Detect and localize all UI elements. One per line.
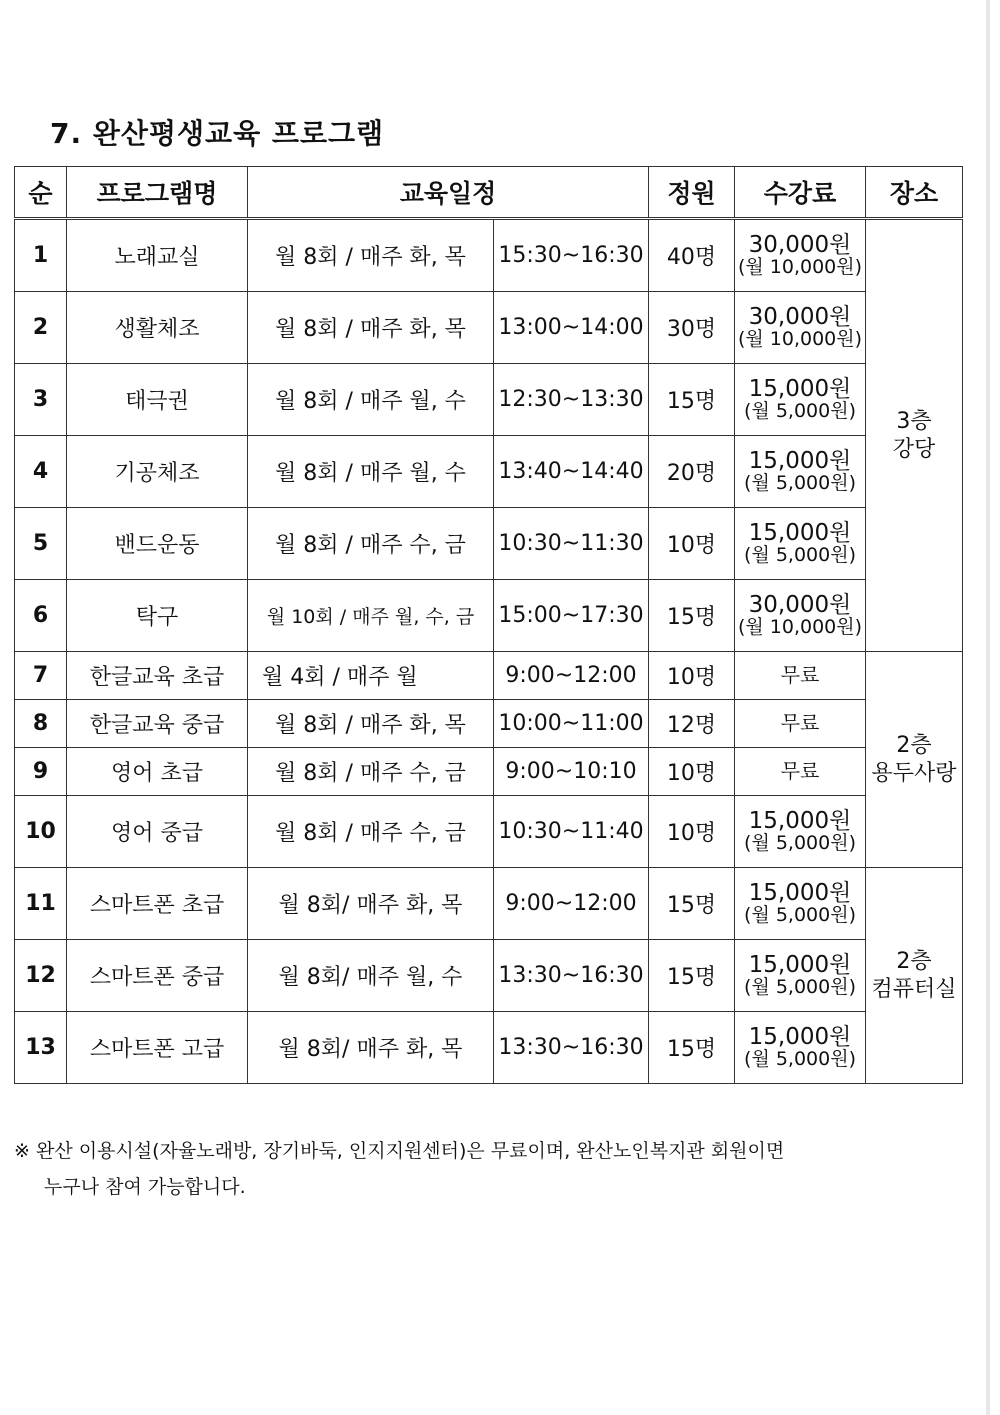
fee-cell: [735, 364, 866, 436]
fee: 무료: [780, 759, 820, 783]
capacity: 10명: [649, 748, 735, 796]
program-name: 영어 중급: [67, 796, 248, 868]
table-row: [15, 796, 963, 868]
header-fee: 수강료: [735, 167, 866, 219]
schedule-time: 9:00~10:10: [494, 748, 649, 796]
fee: 15,000원: [748, 1024, 852, 1051]
schedule-days: 월 8회/ 매주 화, 목: [248, 868, 494, 940]
schedule-time: 15:30~16:30: [494, 219, 649, 292]
program-name: 스마트폰 중급: [67, 940, 248, 1012]
capacity: 20명: [649, 436, 735, 508]
schedule-days: 월 8회 / 매주 월, 수: [248, 364, 494, 436]
fee: 30,000원: [748, 232, 852, 259]
row-no: 9: [15, 748, 67, 796]
fee-cell: [735, 652, 866, 700]
place-room: 강당: [892, 436, 936, 462]
schedule-time: 13:30~16:30: [494, 1012, 649, 1084]
fee-monthly: (월 5,000원): [744, 1047, 856, 1070]
row-no: 7: [15, 652, 67, 700]
row-no: 13: [15, 1012, 67, 1084]
capacity: 10명: [649, 652, 735, 700]
schedule-days: 월 8회 / 매주 화, 목: [248, 292, 494, 364]
fee-cell: [735, 580, 866, 652]
header-no: 순: [15, 167, 67, 219]
place-cell: [866, 868, 963, 1084]
capacity: 15명: [649, 1012, 735, 1084]
place-cell: [866, 652, 963, 868]
footnote-line-2: 누구나 참여 가능합니다.: [44, 1176, 246, 1198]
capacity: 12명: [649, 700, 735, 748]
table-row: [15, 652, 963, 700]
fee: 15,000원: [748, 808, 852, 835]
capacity: 15명: [649, 364, 735, 436]
table-row: [15, 748, 963, 796]
row-no: 10: [15, 796, 67, 868]
program-name: 스마트폰 초급: [67, 868, 248, 940]
fee-cell: [735, 1012, 866, 1084]
footnote: [14, 1133, 954, 1205]
schedule-time: 15:00~17:30: [494, 580, 649, 652]
schedule-days: 월 8회 / 매주 화, 목: [248, 700, 494, 748]
fee-monthly: (월 5,000원): [744, 903, 856, 926]
row-no: 12: [15, 940, 67, 1012]
schedule-days: 월 8회 / 매주 월, 수: [248, 436, 494, 508]
fee-monthly: (월 5,000원): [744, 975, 856, 998]
schedule-days: 월 4회 / 매주 월: [248, 652, 494, 700]
schedule-time: 10:30~11:30: [494, 508, 649, 580]
schedule-time: 13:40~14:40: [494, 436, 649, 508]
program-name: 스마트폰 고급: [67, 1012, 248, 1084]
program-name: 영어 초급: [67, 748, 248, 796]
program-name: 노래교실: [67, 219, 248, 292]
table-row: [15, 292, 963, 364]
table-row: [15, 1012, 963, 1084]
header-place: 장소: [866, 167, 963, 219]
row-no: 8: [15, 700, 67, 748]
table-row: [15, 700, 963, 748]
row-no: 1: [15, 219, 67, 292]
fee-cell: [735, 436, 866, 508]
schedule-days: 월 8회 / 매주 수, 금: [248, 748, 494, 796]
schedule-days: 월 10회 / 매주 월, 수, 금: [248, 580, 494, 652]
fee: 15,000원: [748, 952, 852, 979]
capacity: 10명: [649, 508, 735, 580]
place-room: 컴퓨터실: [871, 976, 957, 1002]
fee-monthly: (월 10,000원): [737, 327, 863, 350]
program-table: [14, 166, 963, 1084]
schedule-days: 월 8회 / 매주 화, 목: [248, 219, 494, 292]
fee-cell: [735, 292, 866, 364]
place-room: 용두사랑: [871, 760, 957, 786]
schedule-time: 10:30~11:40: [494, 796, 649, 868]
schedule-days: 월 8회/ 매주 월, 수: [248, 940, 494, 1012]
row-no: 2: [15, 292, 67, 364]
program-name: 한글교육 중급: [67, 700, 248, 748]
row-no: 4: [15, 436, 67, 508]
program-name: 기공체조: [67, 436, 248, 508]
row-no: 5: [15, 508, 67, 580]
fee-cell: [735, 796, 866, 868]
header-name: 프로그램명: [67, 167, 248, 219]
program-name: 탁구: [67, 580, 248, 652]
capacity: 40명: [649, 219, 735, 292]
schedule-time: 12:30~13:30: [494, 364, 649, 436]
capacity: 15명: [649, 868, 735, 940]
program-name: 생활체조: [67, 292, 248, 364]
fee-cell: [735, 940, 866, 1012]
capacity: 10명: [649, 796, 735, 868]
header-capacity: 정원: [649, 167, 735, 219]
fee-monthly: (월 5,000원): [744, 471, 856, 494]
table-row: [15, 364, 963, 436]
capacity: 15명: [649, 940, 735, 1012]
fee-cell: [735, 748, 866, 796]
table-row: [15, 940, 963, 1012]
table-row: [15, 868, 963, 940]
schedule-days: 월 8회 / 매주 수, 금: [248, 508, 494, 580]
table-row: [15, 219, 963, 292]
schedule-days: 월 8회/ 매주 화, 목: [248, 1012, 494, 1084]
fee: 15,000원: [748, 880, 852, 907]
capacity: 15명: [649, 580, 735, 652]
schedule-time: 9:00~12:00: [494, 868, 649, 940]
place-floor: 3층: [896, 409, 932, 434]
schedule-time: 9:00~12:00: [494, 652, 649, 700]
fee-monthly: (월 10,000원): [737, 255, 863, 278]
fee: 무료: [780, 663, 820, 687]
page-title: 7. 완산평생교육 프로그램: [50, 117, 385, 150]
place-floor: 2층: [896, 733, 932, 758]
schedule-days: 월 8회 / 매주 수, 금: [248, 796, 494, 868]
fee: 15,000원: [748, 520, 852, 547]
fee: 15,000원: [748, 376, 852, 403]
program-name: 태극권: [67, 364, 248, 436]
fee-monthly: (월 5,000원): [744, 831, 856, 854]
fee-cell: [735, 868, 866, 940]
schedule-time: 13:00~14:00: [494, 292, 649, 364]
program-name: 한글교육 초급: [67, 652, 248, 700]
table-header-row: [15, 167, 963, 219]
fee: 30,000원: [748, 304, 852, 331]
table-row: [15, 508, 963, 580]
fee-cell: [735, 700, 866, 748]
fee-monthly: (월 5,000원): [744, 543, 856, 566]
fee-cell: [735, 508, 866, 580]
footnote-line-1: ※ 완산 이용시설(자율노래방, 장기바둑, 인지지원센터)은 무료이며, 완산노인복지관 회원이면: [14, 1140, 785, 1162]
fee: 무료: [780, 711, 820, 735]
fee-monthly: (월 10,000원): [737, 615, 863, 638]
fee-cell: [735, 219, 866, 292]
fee: 15,000원: [748, 448, 852, 475]
capacity: 30명: [649, 292, 735, 364]
page-edge-shadow: [986, 0, 990, 1415]
row-no: 6: [15, 580, 67, 652]
table-row: [15, 580, 963, 652]
schedule-time: 13:30~16:30: [494, 940, 649, 1012]
place-cell: [866, 219, 963, 652]
fee: 30,000원: [748, 592, 852, 619]
header-schedule: 교육일정: [248, 167, 649, 219]
fee-monthly: (월 5,000원): [744, 399, 856, 422]
place-floor: 2층: [896, 949, 932, 974]
row-no: 3: [15, 364, 67, 436]
schedule-time: 10:00~11:00: [494, 700, 649, 748]
program-name: 밴드운동: [67, 508, 248, 580]
table-row: [15, 436, 963, 508]
row-no: 11: [15, 868, 67, 940]
